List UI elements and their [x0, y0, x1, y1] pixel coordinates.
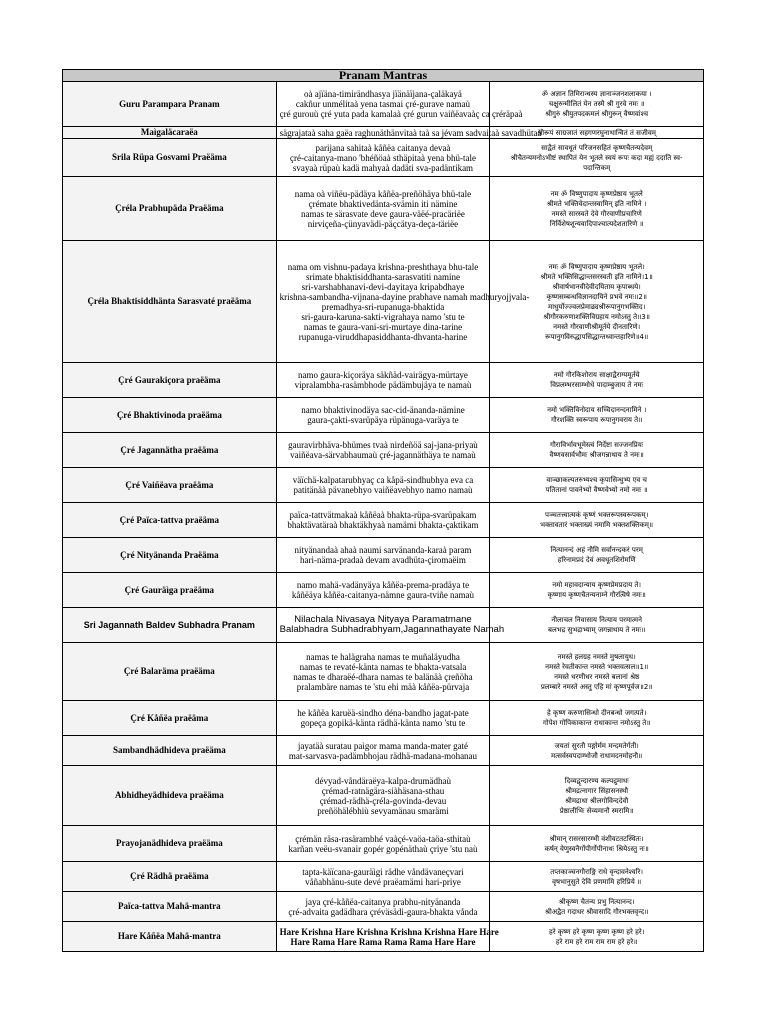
transliteration-line: bhaktävatäraà bhaktäkhyaà namämi bhakta-çaktikam — [287, 520, 479, 530]
transliteration-line: Balabhadra Subhadrabhyam,Jagannathayate Namah — [279, 624, 505, 635]
mantra-name: Srila Rüpa Gosvami Praëäma — [63, 139, 277, 177]
devanagari-line: श्रीकृष्ण चैतन्य प्रभु नित्यानन्द। — [558, 897, 635, 906]
devanagari-line: श्रीमद्राधा श्रीलगोविन्ददेवौ — [565, 796, 629, 805]
mantra-transliteration — [276, 468, 490, 503]
mantra-transliteration — [276, 363, 490, 398]
mantra-transliteration — [276, 177, 490, 241]
mantra-transliteration — [276, 643, 490, 701]
title-row — [63, 70, 704, 82]
devanagari-line: हरिनामप्रदं देवं अवधूतशिरोमणिं — [557, 556, 636, 564]
transliteration-line: namo bhaktivinodäya sac-cid-änanda-nämine — [301, 405, 465, 415]
devanagari-line: वाञ्छाकल्पतरुभ्यश्च कृपासिन्धुभ्य एव च — [546, 476, 647, 484]
table-row — [63, 241, 704, 363]
mantra-devanagari — [490, 241, 704, 363]
mantra-transliteration — [276, 701, 490, 736]
devanagari-line: नीलाचल निवासाय नित्याय परमात्मने — [551, 616, 642, 624]
mantra-devanagari — [490, 363, 704, 398]
transliteration-line: namas te gaura-vani-sri-murtaye dina-tarine — [303, 321, 463, 332]
devanagari-line: बलभद्र सुभद्राभ्याम् जगन्नाथाय ते नमः॥ — [547, 626, 646, 634]
mantra-transliteration — [276, 892, 490, 922]
transliteration-line: sri-varshabhanavi-devi-dayitaya kripabdhaye — [301, 281, 465, 292]
transliteration-line: parijana sahitaà kåñëa caitanya devaà — [315, 142, 451, 153]
devanagari-line: निर्विशेषशून्यवादिपाश्चात्यदेशतारिणे ॥ — [549, 219, 644, 228]
transliteration-line: våñabhänu-sute devé praëamämi hari-priye — [305, 876, 461, 887]
mantra-devanagari — [490, 468, 704, 503]
mantra-name: Guru Parampara Pranam — [63, 82, 277, 127]
transliteration-line: preñöhälébhiù sevyamänau smarämi — [317, 805, 449, 816]
mantra-name: Çré Rädhä praëäma — [63, 862, 277, 892]
devanagari-line: श्रीमते भक्तिसिद्धान्तसरस्वती इति नामिने।1॥ — [540, 272, 653, 281]
devanagari-line: श्रीमते भक्तिवेदान्तस्वामिन् इति नामिने । — [546, 199, 647, 208]
devanagari-line: श्रीवार्षभानवीदेवीदयिताय कृपाब्धये। — [552, 282, 641, 291]
mantra-transliteration — [276, 826, 490, 862]
transliteration-line: çré-caitanya-mano 'bhéñöaà sthäpitaà yena bhü-tale — [289, 152, 476, 163]
devanagari-line: पञ्चतत्त्वात्मकं कृष्णं भक्तरूपस्वरूपकम्। — [545, 511, 649, 519]
table-row — [63, 398, 704, 433]
transliteration-line: jayatäà suratau paìgor mama manda-mater gaté — [297, 740, 469, 751]
mantra-devanagari — [490, 177, 704, 241]
mantra-name: Çré Bhaktivinoda praëäma — [63, 398, 277, 433]
table-row — [63, 892, 704, 922]
mantra-name: Maìgaläcaraëa — [63, 127, 277, 139]
mantra-name: Çré Gauräìga praëäma — [63, 573, 277, 608]
mantra-devanagari — [490, 433, 704, 468]
mantra-devanagari — [490, 701, 704, 736]
transliteration-line: çrémad-rädhä-çréla-govinda-devau — [319, 795, 447, 806]
mantra-name: Çréla Prabhupäda Praëäma — [63, 177, 277, 241]
transliteration-line: vipralambha-rasämbhode pädämbujäya te namaù — [294, 380, 472, 390]
transliteration-line: sägrajataà saha gaëa raghunäthänvitaà taà sa jévam sadvaitaà savadhütaà — [279, 127, 542, 138]
table-row — [63, 538, 704, 573]
transliteration-line: vaiñëava-särvabhaumaù çré-jagannäthäya te namaù — [290, 450, 476, 460]
transliteration-line: premadhya-sri-rupanuga-bhaktida — [321, 301, 445, 312]
table-row — [63, 922, 704, 952]
table-row — [63, 363, 704, 398]
devanagari-line: नमस्ते हलग्रह नमस्ते मुषलायुध। — [557, 652, 636, 661]
transliteration-line: mat-sarvasva-padämbhojau rädhä-madana-mohanau — [288, 750, 478, 761]
mantra-name: Çré Kåñëa praëäma — [63, 701, 277, 736]
mantra-name: Çré Balaräma praëäma — [63, 643, 277, 701]
devanagari-line: गौराविर्भावभूमेस्त्वं निर्देष्टा सज्जनप्रियः — [550, 441, 644, 449]
mantra-name: Païca-tattva Mahä-mantra — [63, 892, 277, 922]
table-row — [63, 701, 704, 736]
mantra-name: Çré Gaurakiçora praëäma — [63, 363, 277, 398]
transliteration-line: namas te halägraha namas te muñaläyudha — [306, 651, 460, 662]
mantra-devanagari — [490, 922, 704, 952]
table-row — [63, 573, 704, 608]
devanagari-line: कृष्णाय कृष्णचैतन्यनाम्ने गौरत्विषे नमः॥ — [547, 591, 646, 599]
devanagari-line: श्रीअद्वैत गदाधर श्रीवासादि गौरभक्तवृन्द॥ — [545, 907, 649, 916]
table-row — [63, 468, 704, 503]
transliteration-line: svayaà rüpaù kadä mahyaà dadäti sva-padäntikam — [292, 162, 474, 173]
devanagari-line: तप्तकाञ्चनगौराङ्गि राधे वृन्दावनेश्वरि। — [550, 867, 644, 876]
transliteration-line: gopeça gopikä-känta rädhä-känta namo 'stu te — [300, 718, 466, 728]
mantra-sheet — [62, 69, 704, 952]
devanagari-line: नमस्ते रेवतीकान्त नमस्ते भक्तवत्सल॥1॥ — [545, 662, 649, 671]
devanagari-line: प्रेष्ठालीभिः सेव्यमानौ स्मरामि॥ — [559, 806, 634, 815]
mantra-devanagari — [490, 892, 704, 922]
devanagari-line: चक्षुरुन्मीलितं येन तस्मै श्री गुरवे नमः ॥ — [548, 100, 645, 108]
mantra-name: Hare Kåñëa Mahä-mantra — [63, 922, 277, 952]
mantra-table — [62, 69, 704, 952]
transliteration-line: Hare Rama Hare Rama Rama Rama Hare Hare — [290, 936, 476, 947]
devanagari-line: रूपानुगविरुद्धापसिद्धान्तध्वान्तहारिणे॥4॥ — [545, 332, 649, 341]
devanagari-line: दिव्यद्वृन्दारण्य कल्पद्रुमाधः — [564, 776, 629, 785]
mantra-devanagari — [490, 139, 704, 177]
table-row — [63, 177, 704, 241]
transliteration-line: nama oà viñëu-pädäya kåñëa-preñöhäya bhü-tale — [294, 188, 472, 199]
mantra-transliteration — [276, 608, 505, 643]
devanagari-line: कृष्णसम्बन्धविज्ञानदायिने प्रभवे नमः॥2॥ — [546, 292, 647, 301]
table-row — [63, 826, 704, 862]
mantra-transliteration — [276, 503, 490, 538]
table-row — [63, 862, 704, 892]
transliteration-line: patitänäà pävanebhyo vaiñëavebhyo namo namaù — [293, 485, 473, 495]
mantra-transliteration — [276, 127, 542, 139]
mantra-name: Çré Nityänanda Praëäma — [63, 538, 277, 573]
mantra-devanagari — [490, 82, 704, 127]
devanagari-line: भक्तावतारं भक्ताख्यं नमामि भक्तशक्तिकम्॥ — [540, 521, 654, 529]
mantra-name: Abhidheyädhideva praëäma — [63, 766, 277, 826]
transliteration-line: Nilachala Nivasaya Nityaya Paramatmane — [294, 614, 472, 625]
devanagari-line: जयतां सुरतौ पङ्गोर्मम मन्दमतेर्गती। — [554, 741, 639, 750]
transliteration-line: kåñëäya kåñëa-caitanya-nämne gaura-tviñe namaù — [291, 590, 475, 600]
devanagari-line: प्रलम्बारे नमस्ते अस्तु एहि मां कृष्णपूर्वज॥2॥ — [540, 682, 653, 691]
transliteration-line: namas te revaté-känta namas te bhakta-vatsala — [299, 661, 467, 672]
mantra-name: Sri Jagannath Baldev Subhadra Pranam — [63, 608, 277, 643]
mantra-transliteration — [276, 241, 530, 363]
transliteration-line: çré gurouù çré yuta pada kamalaà çré gurun vaiñëavaàç ca çréräpaà — [279, 109, 523, 119]
devanagari-line: वृषभानुसुते देवि प्रणमामि हरिप्रिये ॥ — [552, 877, 642, 886]
transliteration-line: nirviçeña-çünyavädi-päçcätya-deça-täriëe — [307, 218, 459, 229]
mantra-transliteration — [276, 573, 490, 608]
transliteration-line: rupanuga-viruddhapasiddhanta-dhvanta-harine — [298, 331, 468, 342]
transliteration-line: hari-näma-pradaà devam avadhüta-çiromaëim — [300, 555, 466, 565]
devanagari-line: नमो गौरकिशोराय साक्षाद्वैराग्यमूर्तये — [553, 371, 640, 379]
devanagari-line: नम ॐ विष्णुपादाय कृष्णप्रेष्ठाय भूतले — [550, 189, 643, 198]
transliteration-line: nama om vishnu-padaya krishna-preshthaya bhu-tale — [287, 261, 479, 272]
devanagari-line: माधुर्योज्ज्वलप्रेमाढ्यश्रीरूपानुगभक्तिद। — [548, 302, 646, 311]
devanagari-line: श्रीगुरुं श्रीयुतपदकमलं श्रीगुरून् वैष्णवांश्च — [545, 110, 649, 118]
transliteration-line: çrémad-ratnägära-siàhäsana-sthau — [321, 785, 445, 796]
devanagari-line: नित्यानन्दं अहं नौमि सर्वानन्दकरं परम् — [550, 546, 643, 554]
devanagari-line: नमो महावदान्याय कृष्णप्रेमप्रदाय ते। — [552, 581, 642, 589]
devanagari-line: नमस्ते धरणीधर नमस्ते बलानां श्रेष्ठ — [554, 672, 640, 681]
mantra-transliteration — [276, 862, 490, 892]
devanagari-line: विप्रलम्भरसाम्भोधे पादाम्बुजाय ते नमः — [550, 381, 644, 389]
table-row — [63, 82, 704, 127]
transliteration-line: oà ajïäna-timirändhasya jïänäïjana-çaläkayä — [304, 89, 462, 99]
mantra-transliteration — [276, 766, 490, 826]
transliteration-line: namas te dharaëé-dhara namas te balänäà çreñöha — [293, 671, 473, 682]
mantra-devanagari — [490, 826, 704, 862]
transliteration-line: namo mahä-vadänyäya kåñëa-prema-pradäya te — [296, 580, 470, 590]
mantra-devanagari — [490, 862, 704, 892]
mantra-name: Çré Païca-tattva praëäma — [63, 503, 277, 538]
mantra-name: Prayojanädhideva praëäma — [63, 826, 277, 862]
transliteration-line: çré-advaita gadädhara çréväsädi-gaura-bhakta vånda — [288, 906, 478, 917]
mantra-transliteration — [276, 922, 499, 952]
devanagari-line: गौरशक्ति स्वरूपाय रूपानुगवराय ते॥ — [550, 416, 643, 424]
transliteration-line: Hare Krishna Hare Krishna Krishna Krishna Hare Hare — [279, 926, 499, 937]
devanagari-line: श्रीमान् रासरसारम्भी वंशीवटतटस्थितः। — [549, 834, 644, 843]
mantra-transliteration — [276, 538, 490, 573]
mantra-transliteration — [276, 82, 523, 127]
transliteration-line: sri-gaura-karuna-sakti-vigrahaya namo 'stu te — [301, 311, 465, 322]
devanagari-line: हरे राम हरे राम राम राम हरे हरे॥ — [555, 937, 638, 946]
devanagari-line: पदान्तिकम् — [583, 163, 611, 172]
transliteration-line: tapta-käïcana-gauräìgi rädhe våndävaneçvari — [302, 866, 464, 877]
mantra-transliteration — [276, 433, 490, 468]
devanagari-line: ॐ अज्ञान तिमिरान्धस्य ज्ञानाञ्जनशलाकया । — [541, 90, 652, 98]
table-row — [63, 433, 704, 468]
table-row — [63, 736, 704, 766]
mantra-devanagari — [490, 503, 704, 538]
table-row — [63, 608, 704, 643]
mantra-devanagari — [490, 398, 704, 433]
devanagari-line: नमो भक्तिविनोदाय सच्चिदानन्दनामिने । — [547, 406, 647, 414]
transliteration-line: namas te särasvate deve gaura-väëé-pracäriëe — [301, 208, 465, 219]
devanagari-line: श्रीमद्रत्नागार सिंहासनस्थौ — [565, 786, 629, 795]
transliteration-line: srimate bhaktisiddhanta-sarasvatiti namine — [306, 271, 460, 282]
mantra-devanagari — [490, 608, 704, 643]
devanagari-line: श्रीरूपं साग्रजातं सहगणरघुनाथान्वितं तं सजीवम् — [537, 128, 656, 137]
mantra-name: Çré Vaiñëava praëäma — [63, 468, 277, 503]
devanagari-line: हरे कृष्ण हरे कृष्ण कृष्ण कृष्ण हरे हरे। — [549, 927, 645, 936]
mantra-devanagari — [490, 766, 704, 826]
mantra-devanagari — [490, 736, 704, 766]
devanagari-line: नमस्ते गौरवाणीश्रीमूर्तये दीनतारिणे। — [553, 322, 641, 331]
table-row — [63, 766, 704, 826]
mantra-devanagari — [490, 538, 704, 573]
mantra-devanagari — [490, 643, 704, 701]
devanagari-line: हे कृष्ण करुणासिन्धो दीनबन्धो जगत्पते। — [547, 709, 647, 717]
transliteration-line: dévyad-våndäraëya-kalpa-drumädhaù — [315, 775, 451, 786]
mantra-devanagari — [490, 573, 704, 608]
transliteration-line: çrémate bhaktivedänta-svämin iti nämine — [308, 198, 458, 209]
devanagari-line: पतितानां पावनेभ्यो वैष्णवेभ्यो नमो नमः ॥ — [545, 486, 648, 494]
transliteration-line: gauravirbhäva-bhümes tvaà nirdeñöä saj-jana-priyaù — [288, 440, 478, 450]
mantra-transliteration — [276, 398, 490, 433]
table-row — [63, 643, 704, 701]
mantra-name: Çré Jagannätha praëäma — [63, 433, 277, 468]
transliteration-line: karñan veëu-svanair gopér gopénäthaù çriye 'stu naù — [288, 843, 478, 854]
transliteration-line: krishna-sambandha-vijnana-dayine prabhave namah madhuryojjvala- — [279, 291, 530, 302]
table-row — [63, 127, 704, 139]
devanagari-line: श्रीचैतन्यमनोऽभीष्टं स्थापितं येन भूतले स्वयं रूपः कदा मह्यं ददाति स्व- — [510, 153, 683, 162]
mantra-transliteration — [276, 736, 490, 766]
table-row — [63, 139, 704, 177]
mantra-name: Çréla Bhaktisiddhänta Sarasvaté praëäma — [63, 241, 277, 363]
devanagari-line: गोपेश गोपिकाकान्त राधाकान्त नमोऽस्तु ते॥ — [542, 719, 651, 727]
devanagari-line: मत्सर्वस्वपदाम्भोजौ राधामदनमोहनौ॥ — [551, 751, 643, 760]
devanagari-line: कर्षन् वेणुस्वनैर्गोपीर्गोपीनाथः श्रियेऽस्तु नः॥ — [544, 844, 649, 853]
mantra-transliteration — [276, 139, 490, 177]
devanagari-line: नमस्ते सारस्वते देवे गौरवाणीप्रचारिणे — [551, 209, 642, 218]
transliteration-line: gaura-çakti-svarüpäya rüpänuga-varäya te — [307, 415, 459, 425]
transliteration-line: namo gaura-kiçoräya säkñäd-vairägya-mürtaye — [298, 370, 468, 380]
mantra-name: Sambandhädhideva praëäma — [63, 736, 277, 766]
transliteration-line: jaya çré-kåñëa-caitanya prabhu-nityänanda — [305, 896, 461, 907]
devanagari-line: साद्वैतं सावधूतं परिजनसहितं कृष्णचैतन्यदेवम् — [541, 143, 653, 152]
transliteration-line: he kåñëa karuëä-sindho déna-bandho jagat-pate — [297, 708, 469, 718]
transliteration-line: väïchä-kalpatarubhyaç ca kåpä-sindhubhya eva ca — [292, 475, 474, 485]
devanagari-line: श्रीगौरकरुणाशक्तिविग्रहाय नमोऽस्तु ते॥3॥ — [543, 312, 650, 321]
transliteration-line: pralambäre namas te 'stu ehi mäà kåñëa-pürvaja — [296, 681, 470, 692]
transliteration-line: païca-tattvätmakaà kåñëaà bhakta-rüpa-svarüpakam — [289, 510, 477, 520]
transliteration-line: çrémän räsa-rasärambhé vaàçé-vaöa-taöa-sthitaù — [295, 833, 471, 844]
table-row — [63, 503, 704, 538]
table-title: Pranam Mantras — [63, 70, 704, 82]
transliteration-line: nityänandaà ahaà naumi sarvänanda-karaà param — [294, 545, 472, 555]
devanagari-line: वैष्णवसार्वभौमः श्रीजगन्नाथाय ते नमः॥ — [549, 451, 644, 459]
transliteration-line: cakñur unmélitaà yena tasmai çré-gurave namaù — [295, 99, 471, 109]
devanagari-line: नमः ॐ विष्णुपादाय कृष्णप्रेष्ठाय भूतले। — [548, 262, 645, 271]
mantra-rows — [63, 82, 704, 952]
